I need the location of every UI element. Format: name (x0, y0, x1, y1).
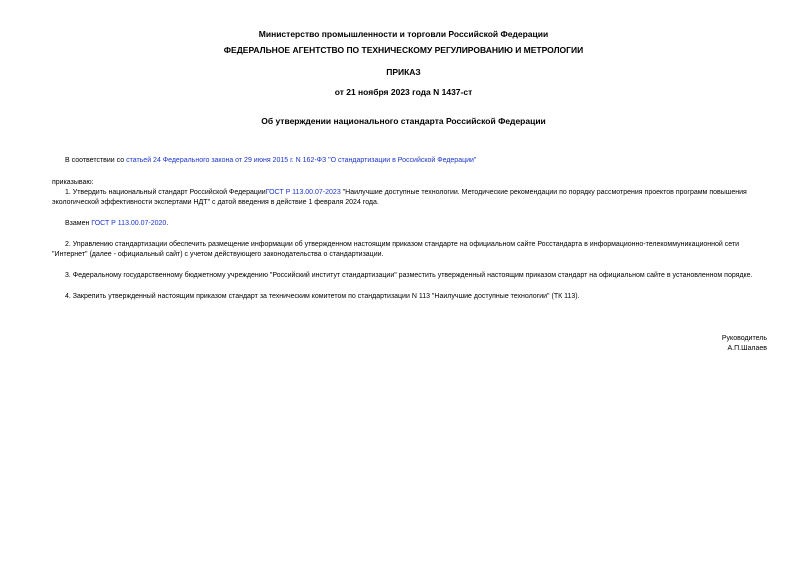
replace-paragraph (65, 219, 168, 229)
item-1-line-2: экологической эффективности экспертами НДТ" с датой введения в действие 1 февраля 2024 года. (52, 199, 379, 206)
agency-heading: ФЕДЕРАЛЬНОЕ АГЕНТСТВО ПО ТЕХНИЧЕСКОМУ РЕГУЛИРОВАНИЮ И МЕТРОЛОГИИ (223, 45, 584, 55)
ministry-heading: Министерство промышленности и торговли Российской Федерации (258, 29, 549, 39)
replace-suffix: . (166, 220, 169, 227)
basis-paragraph (65, 156, 476, 166)
signature-name: А.П.Шалаев (727, 345, 767, 352)
basis-prefix: В соответствии со (65, 157, 127, 164)
replace-prefix: Взамен (65, 220, 92, 227)
item-2-line-2: "Интернет" (далее - официальный сайт) с учетом действующего законодательства о стандартизации. (52, 251, 384, 258)
date-number-line: от 21 ноября 2023 года N 1437-ст (334, 87, 473, 97)
item-1-prefix: 1. Утвердить национальный стандарт Российской Федерации (65, 189, 266, 196)
gost-2023-link[interactable]: ГОСТ Р 113.00.07-2023 (265, 189, 341, 196)
doc-type-heading: ПРИКАЗ (386, 67, 421, 77)
item-4-paragraph: 4. Закрепить утвержденный настоящим приказом стандарт за техническим комитетом по стандартизации N 113 "Наилучшие доступные технологии" (ТК 113). (65, 293, 580, 300)
item-1-line-1 (65, 188, 747, 198)
order-word: приказываю: (52, 179, 94, 186)
gost-2020-link[interactable]: ГОСТ Р 113.00.07-2020 (91, 220, 167, 227)
item-2-line-1: 2. Управлению стандартизации обеспечить размещение информации об утвержденном настоящим приказом стандарте на официальном сайте Росстандарта в информационно-телекоммуникационной сети (65, 241, 740, 248)
federal-law-link[interactable]: статьей 24 Федерального закона от 29 июня 2015 г. N 162-ФЗ "О стандартизации в Российской Федерации" (126, 157, 477, 164)
signature-position: Руководитель (721, 335, 767, 342)
item-1-rest: "Наилучшие доступные технологии. Методические рекомендации по порядку рассмотрения проектов программ повышения (340, 189, 747, 196)
document-title: Об утверждении национального стандарта Российской Федерации (261, 116, 546, 126)
item-3-paragraph: 3. Федеральному государственному бюджетному учреждению "Российский институт стандартизации" разместить утвержденный настоящим приказом стандарт на официальном сайте в установленном порядке. (65, 272, 753, 279)
